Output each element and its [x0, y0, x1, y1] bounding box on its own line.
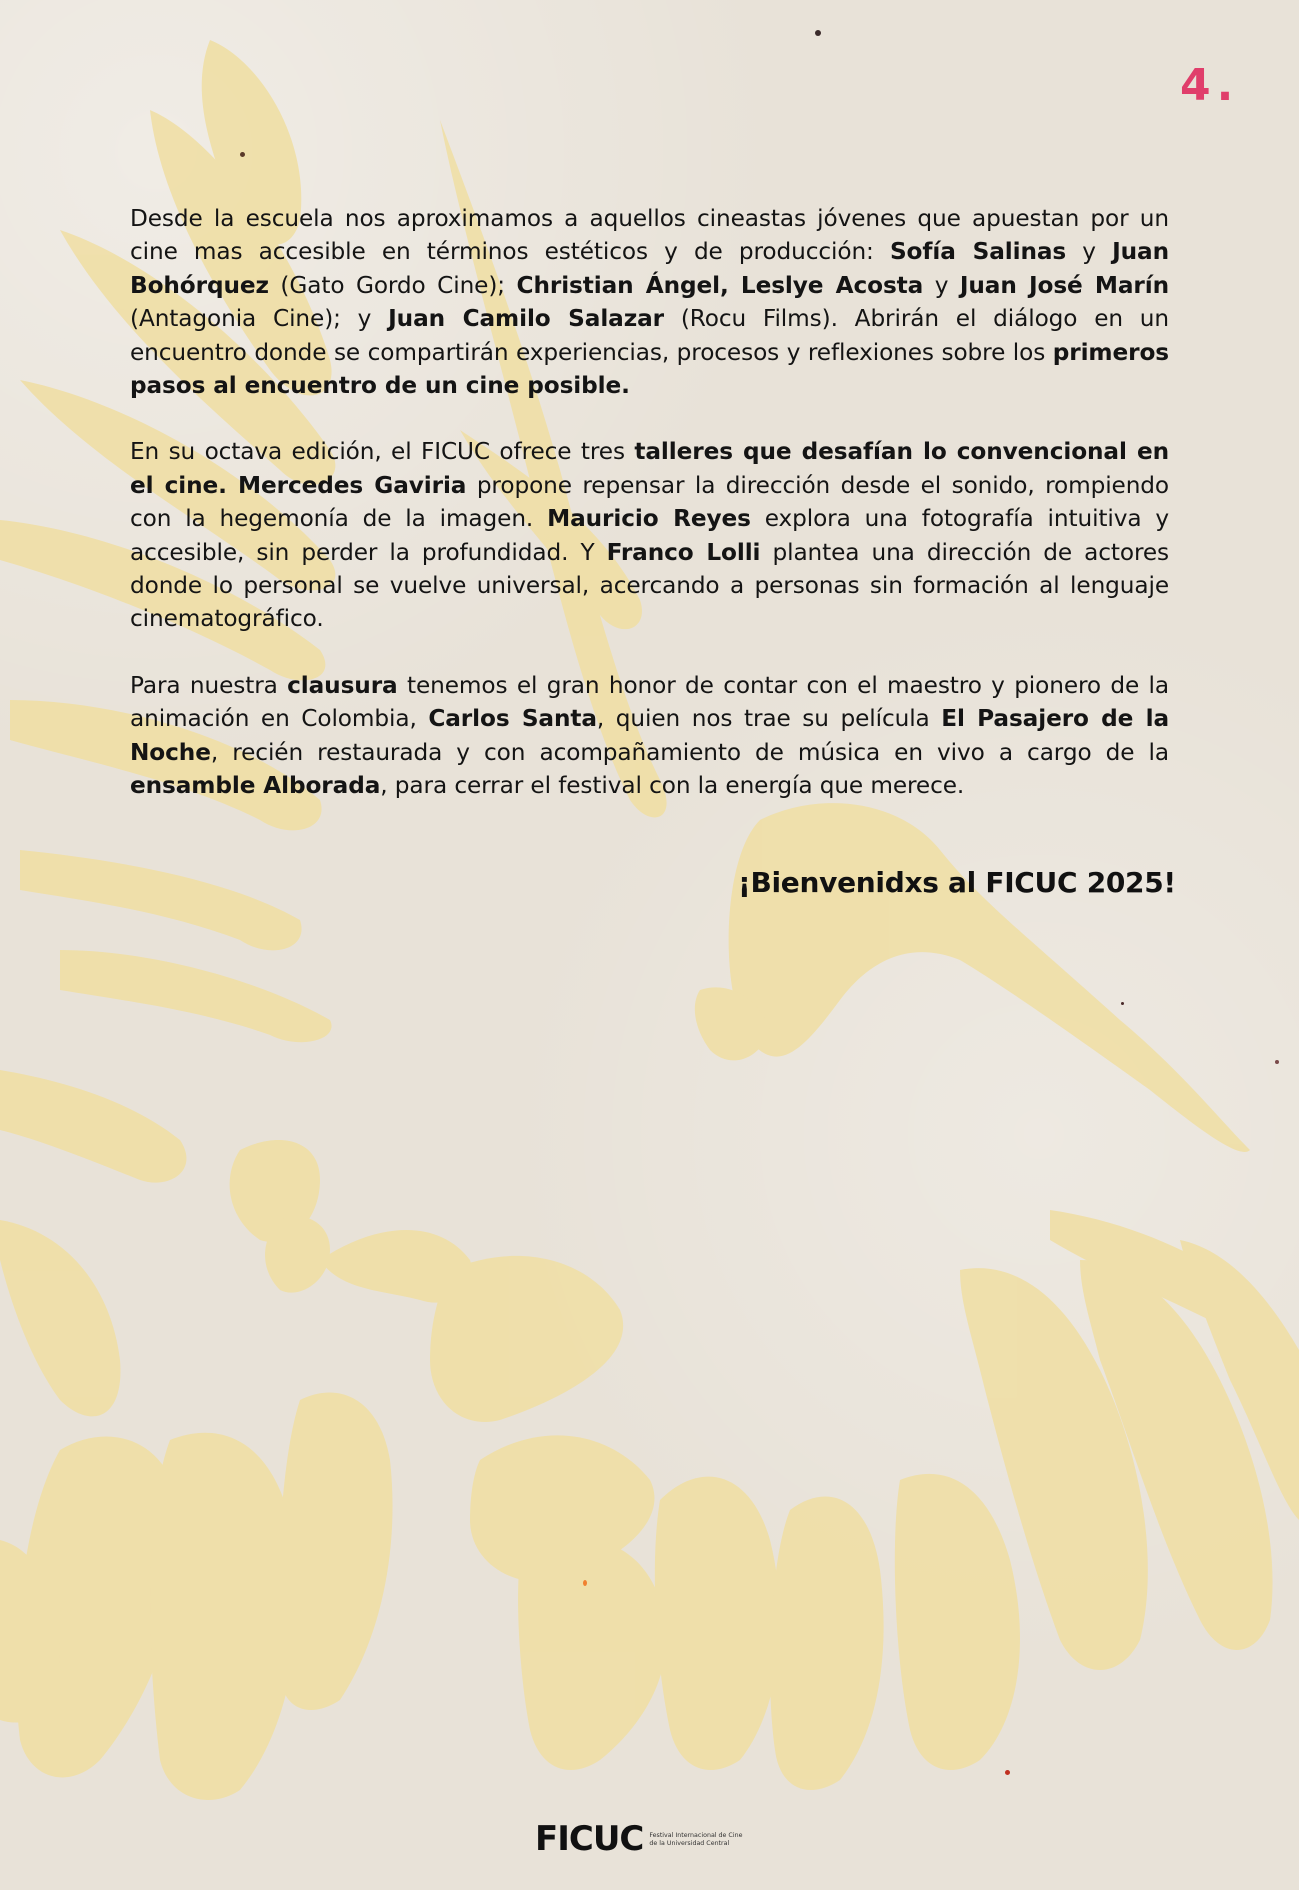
body-text-run: tenemos el gran honor de contar con el maestro y pionero de la animación en Colombia,	[130, 671, 1170, 733]
body-text-run: Para nuestra	[130, 671, 288, 699]
paper-speck	[1275, 1060, 1279, 1064]
emphasis-text: Juan José Marín	[959, 271, 1169, 299]
page-number: 4.	[1180, 60, 1240, 111]
emphasis-text: El Pasajero de la Noche	[130, 705, 1170, 766]
body-text-run: y	[923, 271, 960, 299]
body-text-run: , recién restaurada y con acompañamiento de música en vivo a cargo de la	[210, 738, 1169, 766]
body-text-run: (Rocu Films). Abrirán el diálogo en un encuentro donde se compartirán experiencias, procesos y reflexiones sobre los	[130, 305, 1169, 366]
body-text-run: plantea una dirección de actores donde lo personal se vuelve universal, acercando a personas sin formación al lenguaje cinematográfico.	[130, 538, 1170, 633]
emphasis-text: Juan Camilo Salazar	[388, 305, 664, 333]
body-text-run: , quien nos trae su película	[596, 705, 942, 733]
body-text	[130, 202, 1169, 836]
paragraph-workshops	[130, 435, 1169, 635]
emphasis-text: talleres que desafían lo convencional en el cine. Mercedes Gaviria	[130, 438, 1169, 499]
emphasis-text: ensamble Alborada	[130, 772, 381, 800]
emphasis-text: Carlos Santa	[428, 705, 597, 733]
welcome-heading: ¡Bienvenidxs al FICUC 2025!	[738, 866, 1176, 899]
body-text-run: Desde la escuela nos aproximamos a aquellos cineastas jóvenes que apuestan por un cine mas accesible en términos estéticos y de producción:	[130, 205, 1169, 266]
emphasis-text: clausura	[287, 671, 398, 699]
emphasis-text: primeros pasos al encuentro de un cine posible.	[130, 338, 1169, 400]
paragraph-young-filmmakers	[130, 202, 1169, 402]
emphasis-text: Christian Ángel, Leslye Acosta	[516, 271, 924, 299]
paragraph-closing	[130, 669, 1169, 803]
paper-speck	[815, 30, 821, 36]
body-text-run: (Antagonia Cine); y	[130, 305, 389, 333]
emphasis-text: Franco Lolli	[606, 538, 761, 566]
body-text-run: propone repensar la dirección desde el sonido, rompiendo con la hegemonía de la imagen.	[130, 471, 1169, 533]
paper-speck	[583, 1580, 587, 1586]
emphasis-text: Juan Bohórquez	[130, 238, 1169, 299]
logo-subtitle	[649, 1832, 742, 1848]
emphasis-text: Sofía Salinas	[889, 238, 1067, 266]
paper-speck	[240, 152, 245, 157]
logo-subtitle-line-2: de la Universidad Central	[649, 1840, 730, 1847]
emphasis-text: Mauricio Reyes	[547, 505, 751, 533]
body-text-run: En su octava edición, el FICUC ofrece tres	[130, 438, 635, 466]
paper-speck	[1121, 1002, 1124, 1005]
body-text-run: y	[1066, 238, 1113, 266]
body-text-run: , para cerrar el festival con la energía que merece.	[380, 772, 965, 800]
body-text-run: explora una fotografía intuitiva y accesible, sin perder la profundidad. Y	[130, 505, 1169, 566]
logo-wordmark: FICUC	[535, 1819, 644, 1859]
paper-speck	[1005, 1770, 1010, 1775]
body-text-run: (Gato Gordo Cine);	[268, 271, 517, 299]
logo-subtitle-line-1: Festival Internacional de Cine	[649, 1832, 743, 1839]
ficuc-logo	[535, 1819, 743, 1859]
